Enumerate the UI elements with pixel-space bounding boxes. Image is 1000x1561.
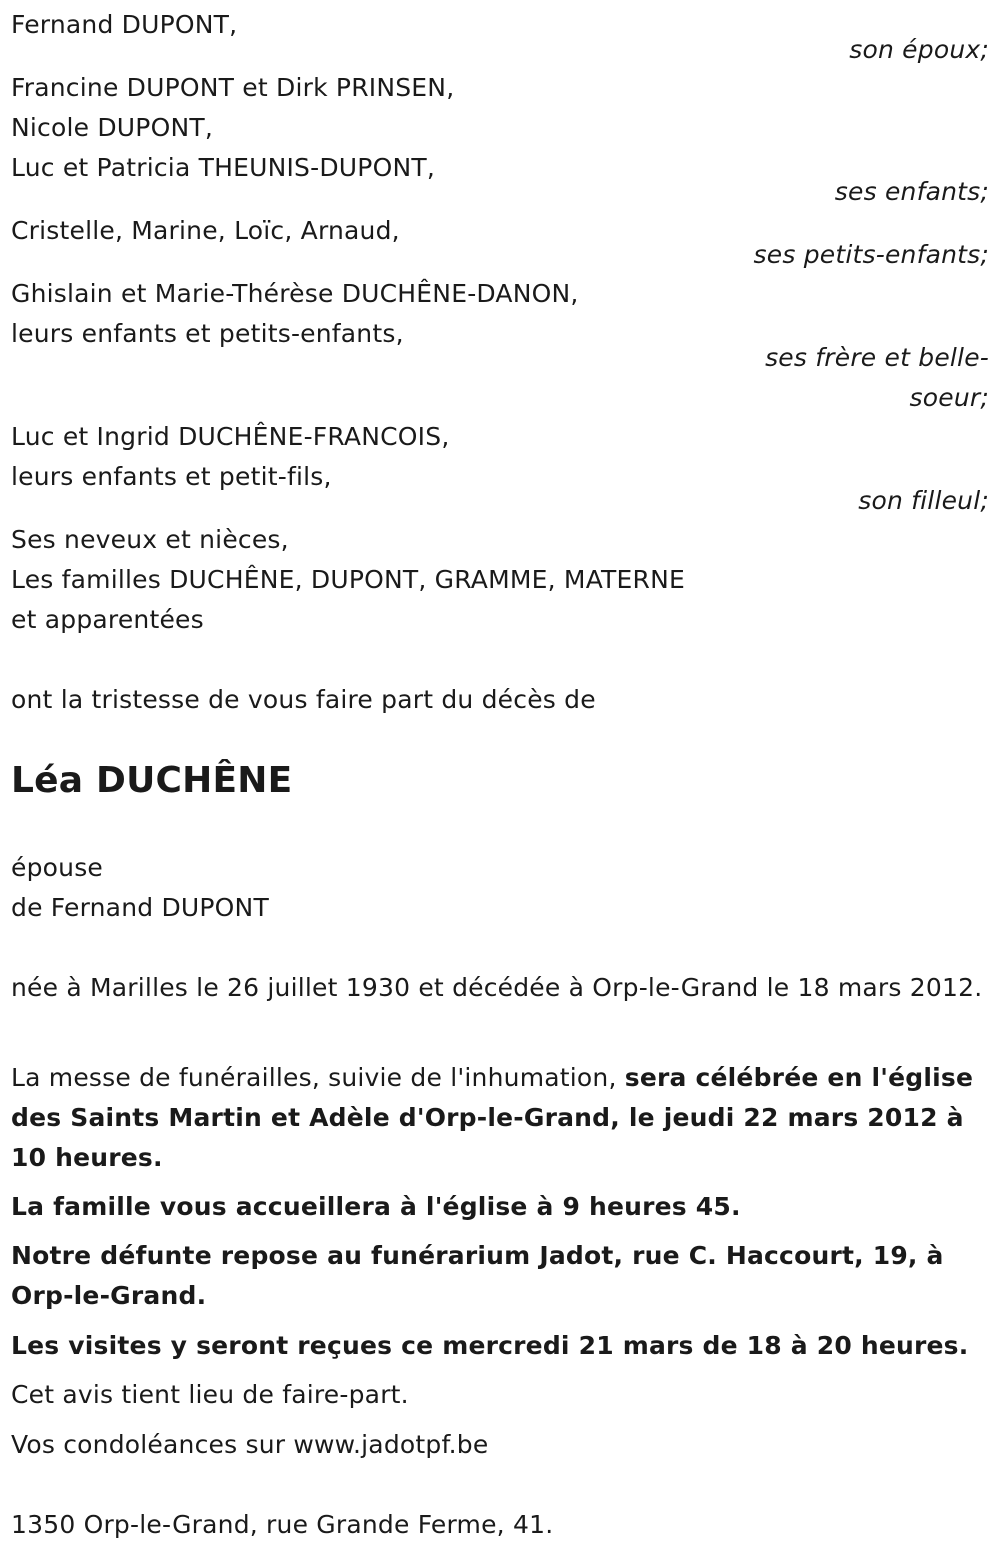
godson-line: leurs enfants et petit-fils, [11,462,332,491]
condolences-text: Vos condoléances sur www.jadotpf.be [11,1430,489,1459]
children-line: Luc et Patricia THEUNIS-DUPONT, [11,153,435,182]
relatives-line: Les familles DUCHÊNE, DUPONT, GRAMME, MATERNE [11,565,685,594]
repose-location-text: Notre défunte repose au funérarium Jadot, rue C. Haccourt, 19, à Orp-le-Grand. [11,1241,944,1310]
visits-info [11,1326,986,1366]
address: 1350 Orp-le-Grand, rue Grande Ferme, 41. [11,1510,554,1539]
relation-line: épouse [11,853,103,882]
relatives-line: Ses neveux et nièces, [11,525,289,554]
siblings-line: leurs enfants et petits-enfants, [11,319,404,348]
children-line: Francine DUPONT et Dirk PRINSEN, [11,73,455,102]
spouse-name: Fernand DUPONT, [11,10,238,39]
family-welcome-text: La famille vous accueillera à l'église à 9 heures 45. [11,1192,741,1221]
children-role: ses enfants; [834,177,989,206]
funeral-mass-intro: La messe de funérailles, suivie de l'inhumation, [11,1063,625,1092]
godson-role: son filleul; [858,486,989,515]
notice-text: Cet avis tient lieu de faire-part. [11,1380,409,1409]
birth-death-dates: née à Marilles le 26 juillet 1930 et décédée à Orp-le-Grand le 18 mars 2012. [11,973,983,1002]
godson-line: Luc et Ingrid DUCHÊNE-FRANCOIS, [11,422,450,451]
siblings-role: ses frère et belle- [765,343,989,372]
relation-line: de Fernand DUPONT [11,893,269,922]
funeral-mass [11,1058,986,1178]
relatives-line: et apparentées [11,605,204,634]
grandchildren-names: Cristelle, Marine, Loïc, Arnaud, [11,216,400,245]
siblings-line: Ghislain et Marie-Thérèse DUCHÊNE-DANON, [11,279,579,308]
children-line: Nicole DUPONT, [11,113,213,142]
visits-info-text: Les visites y seront reçues ce mercredi 21 mars de 18 à 20 heures. [11,1331,969,1360]
announcement: ont la tristesse de vous faire part du décès de [11,685,596,714]
spouse-role: son époux; [849,35,989,64]
repose-location [11,1236,986,1316]
deceased-name: Léa DUCHÊNE [11,760,293,801]
funeral-mass-details: sera célébrée en l'église des Saints Martin et Adèle d'Orp-le-Grand, le jeudi 22 mars 2012 à 10 heures. [11,1063,974,1172]
family-welcome [11,1187,986,1227]
siblings-role: soeur; [909,383,989,412]
grandchildren-role: ses petits-enfants; [753,240,989,269]
